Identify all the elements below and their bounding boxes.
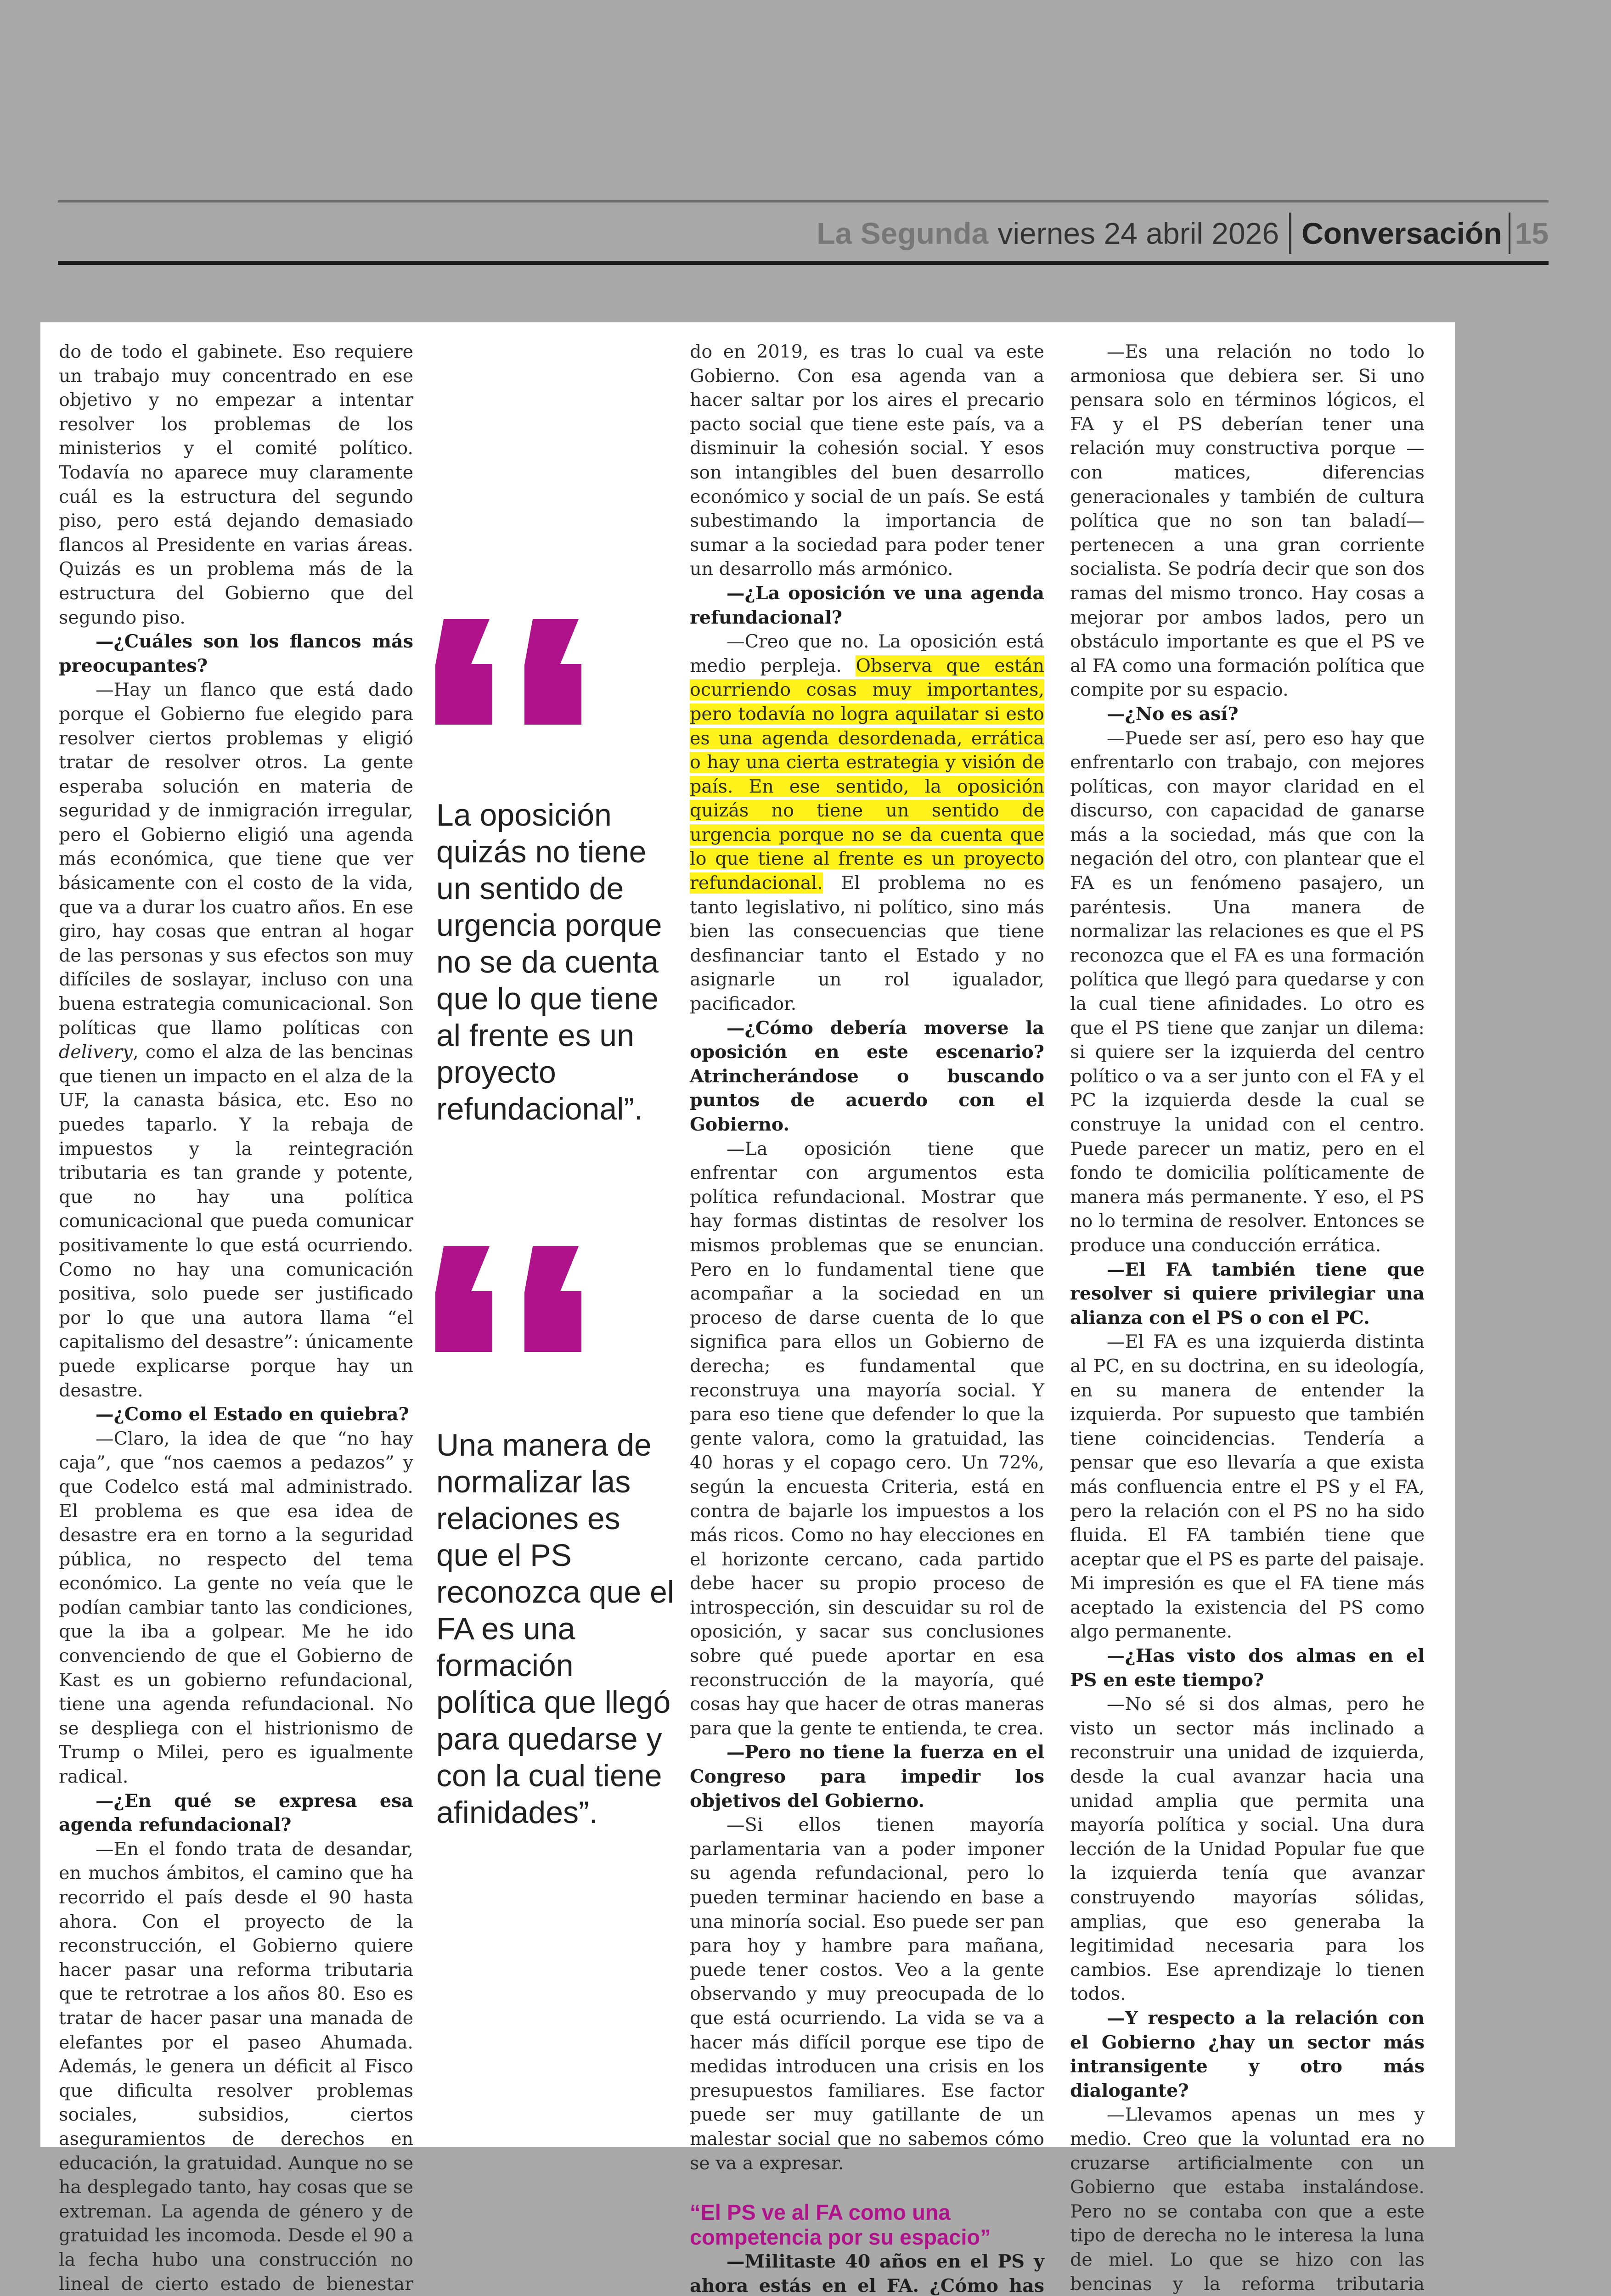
paragraph: —El FA es una izquierda distinta al PC, en su doctrina, en su ideología, en su manera de entender la izquierda. Por supuesto que también tiene coincidencias. Tendería a pensar que eso llevaría a que exista más confluencia entre el PS y el FA, pero la relación con el PS no ha sido fluida. El FA también tiene que aceptar que el PS es parte del paisaje. Mi impresión es que el FA tiene más aceptado la existencia del PS como algo permanente. <box>1070 1331 1425 1643</box>
paragraph: —En el fondo trata de desandar, en muchos ámbitos, el camino que ha recorrido el país desde el 90 hasta ahora. Con el proyecto de la reconstrucción, el Gobierno quiere hacer pasar una reforma tributaria que te retrotrae a los años 80. Eso es tratar de hacer pasar una manada de elefantes por el paseo Ahumada. Además, le genera un déficit al Fisco que dificulta resolver problemas sociales, subsidios, ciertos aseguramientos de derechos en educación, la gratuidad. Aunque no se ha desplegado tanto, hay cosas que se extreman. La agenda de género y de gratuidad les incomoda. Desde el 90 a la fecha hubo una construcción no lineal de cierto estado de bienestar <box>59 1838 413 2295</box>
paragraph: —Es una relación no todo lo armoniosa que debiera ser. Si uno pensara solo en términos lógicos, el FA y el PS deberían tener una relación muy constructiva porque —con matices, diferencias generacionales y también de cultura política que no son tan baladí— pertenecen a una gran corriente socialista. Se podría decir que son dos ramas del mismo tronco. Hay cosas a mejorar por ambos lados, pero un obstáculo importante es que el PS ve al FA como una formación política que compite por su espacio. <box>1070 341 1425 701</box>
pull-quote-1: La oposición quizás no tiene un sentido de urgencia porque no se da cuenta que lo que tiene al frente es un proyecto refundacional”. <box>436 798 662 1126</box>
paragraph: do de todo el gabinete. Eso requiere un trabajo muy concentrado en ese objetivo y no empezar a intentar resolver los problemas de los ministerios y el comité político. Todavía no aparece muy claramente cuál es la estructura del segundo piso, pero está dejando demasiado flancos al Presidente en varias áreas. Quizás es un problema más de la estructura del Gobierno que del segundo piso. <box>59 341 413 628</box>
newspaper-name: La Segunda <box>817 216 989 250</box>
paragraph: —Hay un flanco que está dado porque el Gobierno fue elegido para resolver ciertos problemas y eligió tratar de resolver otros. La gente esperaba solución en materia de seguridad y de inmigración irregular, pero el Gobierno eligió una agenda más económica, que tiene que ver básicamente con el costo de la vida, que va a durar los cuatro años. En ese giro, hay cosas que entran al hogar de las personas y sus efectos son muy difíciles de soslayar, incluso con una buena estrategia comunicacional. Son políticas que llamo políticas con delivery, como el alza de las bencinas que tienen un impacto en el alza de la UF, la canasta básica, etc. Eso no puedes taparlo. Y la rebaja de impuestos y la reintegración tributaria es tan grande y potente, que no hay una política comunicacional que pueda comunicar positivamente lo que está ocurriendo. Como no hay una comunicación positiva, solo puede ser justificado por lo que una autora llama “el capitalismo del desastre”: únicamente puede explicarse porque hay un desastre. <box>59 679 413 1401</box>
masthead-divider <box>1509 213 1510 254</box>
paragraph: —Llevamos apenas un mes y medio. Creo que la voluntad era no cruzarse artificialmente con un Gobierno que estaba instalándose. Pero no se contaba con que a este tipo de derecha no le interesa la luna de miel. Lo que se hizo con las bencinas y la reforma tributaria <box>1070 2104 1425 2295</box>
open-quote-icon <box>435 1246 601 1352</box>
masthead-bottom-rule <box>58 261 1549 265</box>
masthead-top-rule <box>58 200 1549 203</box>
interview-question: —Y respecto a la relación con el Gobierno ¿hay un sector más intransigente y otro más dialogante? <box>1070 2007 1425 2101</box>
interview-question: —¿En qué se expresa esa agenda refundacional? <box>59 1790 413 1836</box>
page-number: 15 <box>1515 216 1549 250</box>
italic-term: delivery <box>59 1041 133 1063</box>
open-quote-icon <box>435 619 601 725</box>
interview-question: —¿Cómo debería moverse la oposición en este escenario? Atrincherándose o buscando puntos de acuerdo con el Gobierno. <box>690 1017 1044 1135</box>
paragraph: —Si ellos tienen mayoría parlamentaria van a poder imponer su agenda refundacional, pero lo pueden terminar haciendo en base a una minoría social. Eso puede ser pan para hoy y hambre para mañana, puede tener costos. Veo a la gente observando y muy preocupada de lo que está ocurriendo. La vida se va a hacer más difícil porque ese tipo de medidas introducen una crisis en los presupuestos familiares. Ese factor puede ser muy gatillante de un malestar social que no sabemos cómo se va a expresar. <box>690 1814 1044 2174</box>
masthead-divider <box>1289 213 1291 254</box>
paragraph: do en 2019, es tras lo cual va este Gobierno. Con esa agenda van a hacer saltar por los aires el precario pacto social que tiene este país, va a disminuir la cohesión social. Y esos son intangibles del buen desarrollo económico y social de un país. Se está subestimando la importancia de sumar a la sociedad para poder tener un desarrollo más armónico. <box>690 341 1044 580</box>
interview-question: —¿No es así? <box>1107 703 1239 725</box>
paragraph: —Puede ser así, pero eso hay que enfrentarlo con trabajo, con mejores políticas, con mayor claridad en el discurso, con capacidad de ganarse más a la sociedad, más que con la negación del otro, con plantear que el FA es un fenómeno pasajero, un paréntesis. Una manera de normalizar las relaciones es que el PS reconozca que el FA es una formación política que llegó para quedarse y con la cual tiene afinidades. Lo otro es que el PS tiene que zanjar un dilema: si quiere ser la izquierda del centro político o va a ser junto con el FA y el PC la izquierda desde la cual se construye la unidad con el centro. Puede parecer un matiz, pero en el fondo te domicilia políticamente de manera más permanente. Y eso, el PS no lo termina de resolver. Entonces se produce una conducción errática. <box>1070 727 1425 1256</box>
paragraph: —La oposición tiene que enfrentar con argumentos esta política refundacional. Mostrar que hay formas distintas de resolver los mismos problemas que se enuncian. Pero en lo fundamental tiene que acompañar a la sociedad en un proceso de darse cuenta de lo que significa para ellos un Gobierno de derecha; es fundamental que reconstruya una mayoría social. Y para eso tiene que defender lo que la gente valora, como la gratuidad, las 40 horas y el copago cero. Un 72%, según la encuesta Criteria, está en contra de bajarle los impuestos a los más ricos. Como no hay elecciones en el horizonte cercano, cada partido debe hacer su propio proceso de introspección, sin descuidar su rol de oposición, y sacar sus conclusiones sobre qué puede aportar en esa reconstrucción de la mayoría, qué cosas hay que hacer de otras maneras para que la gente te entienda, te crea. <box>690 1138 1044 1739</box>
highlighted-text: Observa que están ocurriendo cosas muy importantes, pero todavía no logra aquilatar si esto es una agenda desordenada, errática o hay una cierta estrategia y visión de país. En ese sentido, la oposición quizás no tiene un sentido de urgencia porque no se da cuenta que lo que tiene al frente es un proyecto refundacional. <box>690 655 1044 894</box>
article-column-2 <box>690 340 1044 2296</box>
interview-question: —El FA también tiene que resolver si quiere privilegiar una alianza con el PS o con el PC. <box>1070 1259 1425 1328</box>
pull-quote-2: Una manera de normalizar las relaciones es que el PS reconozca que el FA es una formación política que llegó para quedarse y con la cual tiene afinidades”. <box>436 1428 674 1830</box>
interview-question: —Militaste 40 años en el PS y ahora estás en el FA. ¿Cómo has <box>690 2251 1044 2296</box>
interview-question: —Pero no tiene la fuerza en el Congreso para impedir los objetivos del Gobierno. <box>690 1742 1044 1812</box>
interview-question: —¿Como el Estado en quiebra? <box>96 1404 409 1425</box>
section-subheading: “El PS ve al FA como una competencia por su espacio” <box>690 2200 991 2250</box>
paragraph: —Claro, la idea de que “no hay caja”, que “nos caemos a pedazos” y que Codelco está mal administrado. El problema es que esa idea de desastre era en torno a la seguridad pública, no respecto del tema económico. La gente no veía que le podían cambiar tanto las condiciones, que la iba a golpear. Me he ido convenciendo de que el Gobierno de Kast es un gobierno refundacional, tiene una agenda refundacional. No se despliega con el histrionismo de Trump o Milei, pero es igualmente radical. <box>59 1428 413 1788</box>
article-column-3 <box>1070 340 1425 2296</box>
interview-question: —¿La oposición ve una agenda refundacional? <box>690 582 1044 628</box>
paragraph: —Creo que no. La oposición está medio perpleja. Observa que están ocurriendo cosas muy importantes, pero todavía no logra aquilatar si esto es una agenda desordenada, errática o hay una cierta estrategia y visión de país. En ese sentido, la oposición quizás no tiene un sentido de urgencia porque no se da cuenta que lo que tiene al frente es un proyecto refundacional. El problema no es tanto legislativo, ni político, sino más bien las consecuencias que tiene desfinanciar tanto el Estado y no asignarle un rol igualador, pacificador. <box>690 631 1044 1015</box>
paragraph: —No sé si dos almas, pero he visto un sector más inclinado a reconstruir una unidad de izquierda, desde la cual avanzar hacia una unidad amplia que permita una mayoría política y social. Una dura lección de la Unidad Popular fue que la izquierda tenía que avanzar construyendo mayorías sólidas, amplias, que eso generaba la legitimidad necesaria para los cambios. Ese aprendizaje lo tienen todos. <box>1070 1694 1425 2005</box>
article-column-1 <box>59 340 413 2296</box>
interview-question: —¿Cuáles son los flancos más preocupantes? <box>59 631 413 676</box>
issue-date: viernes 24 abril 2026 <box>997 216 1279 250</box>
masthead <box>58 205 1549 262</box>
section-name: Conversación <box>1301 216 1502 250</box>
interview-question: —¿Has visto dos almas en el PS en este tiempo? <box>1070 1645 1425 1691</box>
